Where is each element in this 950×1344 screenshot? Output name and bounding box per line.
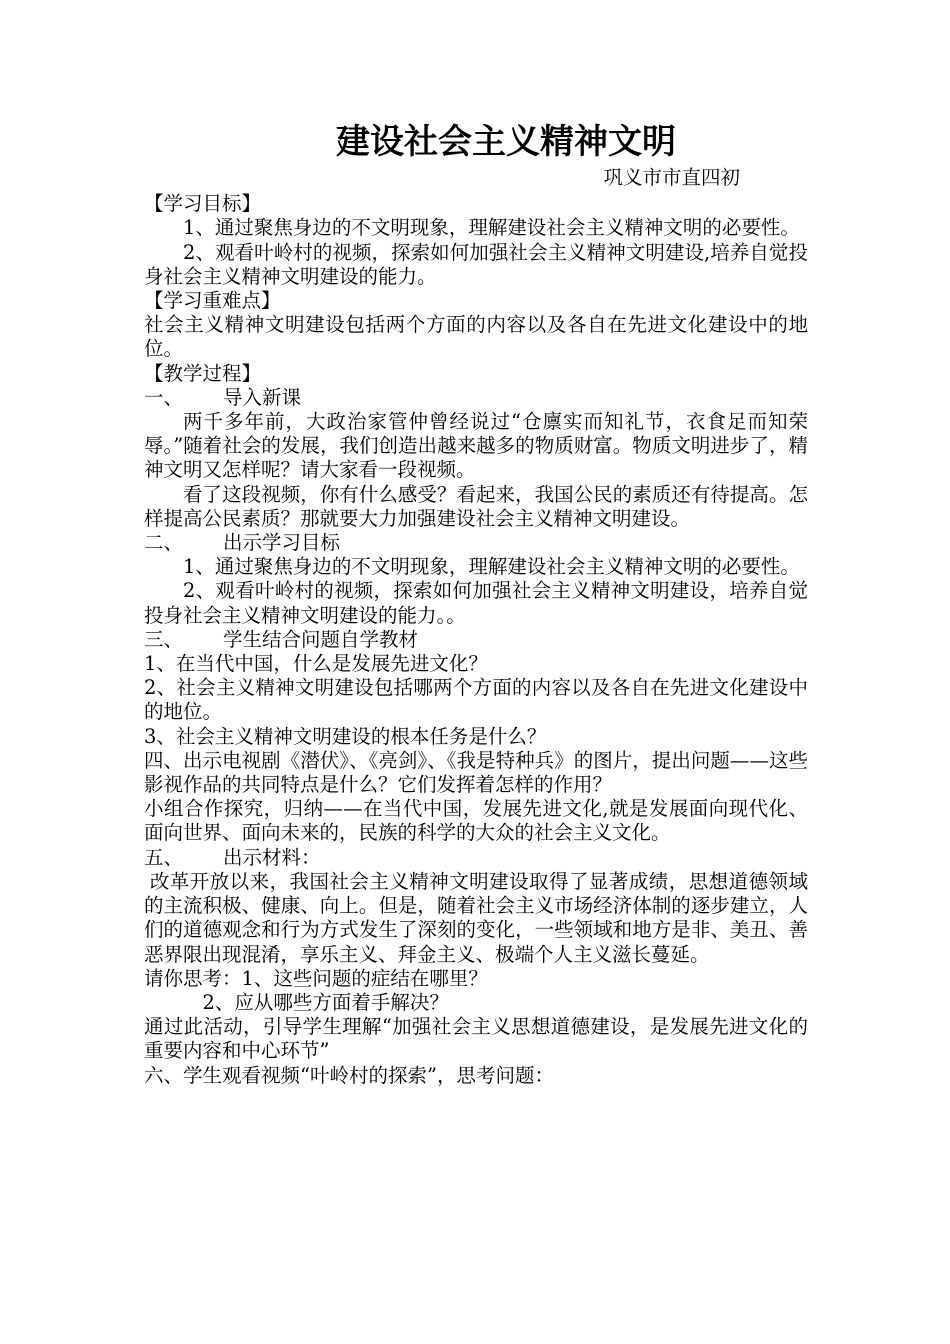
section-5-number: 五、 xyxy=(144,845,184,869)
section-1-heading xyxy=(144,386,808,410)
section-5-guide: 通过此活动，引导学生理解“加强社会主义思想道德建设，是发展先进文化的重要内容和中心环节” xyxy=(144,1015,808,1063)
process-heading: 【教学过程】 xyxy=(144,361,262,385)
keypoints-text: 社会主义精神文明建设包括两个方面的内容以及各自在先进文化建设中的地位。 xyxy=(144,313,808,361)
section-1-number: 一、 xyxy=(144,385,184,409)
section-1-paragraph-1: 两千多年前，大政治家管仲曾经说过“仓廪实而知礼节，衣食足而知荣辱。”随着社会的发展，我们创造出越来越多的物质财富。物质文明进步了，精神文明又怎样呢？请大家看一段视频。 xyxy=(144,410,808,482)
section-3-number: 三、 xyxy=(144,627,184,651)
question-1: 1、在当代中国，什么是发展先进文化？ xyxy=(144,652,488,676)
document-page xyxy=(144,122,808,1088)
school-name: 巩义市市直四初 xyxy=(603,166,740,189)
section-3-title: 学生结合问题自学教材 xyxy=(223,627,419,651)
section-2-title: 出示学习目标 xyxy=(223,531,341,555)
section-5-material: 改革开放以来，我国社会主义精神文明建设取得了显著成绩，思想道德领域的主流积极、健康、向上。但是，随着社会主义市场经济体制的逐步建立，人们的道德观念和行为方式发生了深刻的变化，一些领域和地方是非、美丑、善恶界限出现混淆，享乐主义、拜金主义、极端个人主义滋长蔓延。 xyxy=(144,869,808,966)
section-1-title: 导入新课 xyxy=(223,385,302,409)
page-title: 建设社会主义精神文明 xyxy=(336,122,676,162)
section-5-heading xyxy=(144,846,808,870)
section-2-number: 二、 xyxy=(144,531,184,555)
section-3-heading xyxy=(144,628,808,652)
question-3: 3、社会主义精神文明建设的根本任务是什么？ xyxy=(144,724,547,748)
section-2-heading xyxy=(144,531,808,555)
section-4-group-work: 小组合作探究，归纳——在当代中国，发展先进文化,就是发展面向现代化、面向世界、面向未来的，民族的科学的大众的社会主义文化。 xyxy=(144,797,808,845)
section-2-objective-1: 1、通过聚焦身边的不文明现象，理解建设社会主义精神文明的必要性。 xyxy=(183,555,800,579)
question-2: 2、社会主义精神文明建设包括哪两个方面的内容以及各自在先进文化建设中的地位。 xyxy=(144,676,808,724)
keypoints-heading: 【学习重难点】 xyxy=(144,289,281,313)
section-2-objective-2: 2、观看叶岭村的视频，探索如何加强社会主义精神文明建设，培养自觉投身社会主义精神文明建设的能力。。 xyxy=(144,579,808,627)
objectives-heading: 【学习目标】 xyxy=(144,192,262,216)
section-4-text: 四、出示电视剧《潜伏》、《亮剑》、《我是特种兵》的图片，提出问题——这些影视作品的共同特点是什么？它们发挥着怎样的作用？ xyxy=(144,748,808,797)
section-6-text: 六、学生观看视频“叶岭村的探索”，思考问题： xyxy=(144,1063,554,1087)
section-1-paragraph-2: 看了这段视频，你有什么感受？看起来，我国公民的素质还有待提高。怎样提高公民素质？那就要大力加强建设社会主义精神文明建设。 xyxy=(144,482,808,530)
objective-2: 2、观看叶岭村的视频，探索如何加强社会主义精神文明建设,培养自觉投身社会主义精神文明建设的能力。 xyxy=(144,240,808,288)
section-5-think-1: 请你思考：1、这些问题的症结在哪里？ xyxy=(144,966,488,990)
section-5-think-2: 2、应从哪些方面着手解决？ xyxy=(202,990,449,1014)
section-5-title: 出示材料： xyxy=(223,845,321,869)
objective-1: 1、通过聚焦身边的不文明现象，理解建设社会主义精神文明的必要性。 xyxy=(183,216,800,240)
